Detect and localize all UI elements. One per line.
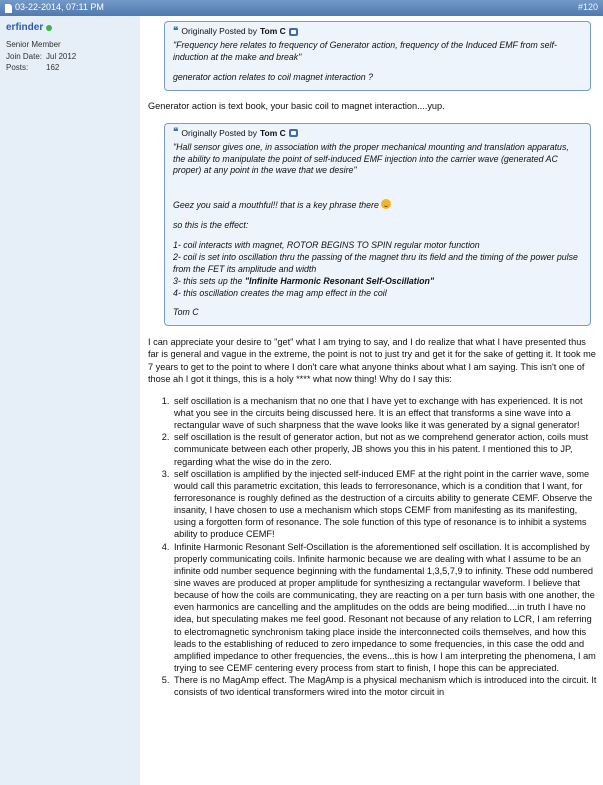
online-status-icon — [46, 25, 52, 31]
main-paragraph: I can appreciate your desire to "get" what I am trying to say, and I do realize that what I have presented thus far is general and vague in the extreme, the point is not to just try and get it for the sake of getting it. It took me 7 years to get to the point to where I don't care what anyone thinks about what I am saying. This isn't one of those ah I got it things, this is a holy **** what now thing! Why do I say this: — [148, 337, 596, 384]
quote-list-item: 2- coil is set into oscillation thru the passing of the magnet thru its field and the timing of the power pulse from the FET its amplitude and width — [173, 251, 578, 274]
username-link[interactable]: erfinder — [6, 22, 44, 33]
numbered-list — [172, 395, 597, 699]
quote-list-item: 1- coil interacts with magnet, ROTOR BEGINS TO SPIN regular motor function — [173, 240, 480, 251]
smiley-icon — [381, 199, 391, 209]
quote-list — [173, 240, 582, 299]
quote-icon: ❝ — [173, 127, 179, 139]
quote-list-item: 4- this oscillation creates the mag amp effect in the coil — [173, 287, 387, 298]
quote-block-1 — [164, 21, 591, 91]
post-header — [0, 0, 603, 16]
view-post-icon[interactable] — [289, 28, 298, 36]
list-item: 4. Infinite Harmonic Resonant Self-Oscillation is the aforementioned self oscillation. It is accomplished by properly communicating coils. Infinite harmonic because we are dealing with what I assume to be an infinite odd number sequence beginning with the fundamental 1,3,5,7,9 to infinity. These odd numbered sine waves are produced at proper amplitude for synthesizing a rectangular waveform. I believe that because of how the coils are communicating, they are reacting on a per turn basis with one another, the even harmonics are cancelling and the amplitudes on the odds are being modified....in truth I have no idea, but speculating makes me feel good. Resonant not because of any relation to LCR, I am referring to electromagnetic synchronism taking place inside the interconnected coils themselves, and how this leads to the establishing of reduced to zero impedance to some frequencies, in this case the odd and amplified impedance to other frequencies, the evens...this is how I am interpreting the phenomena, I am trying to see CEMF centering every process from start to finish, I hope this can be appreciated. — [172, 541, 597, 675]
quote-icon: ❝ — [173, 25, 179, 37]
quote-paragraph: generator action relates to coil magnet interaction ? — [173, 71, 374, 82]
list-item: 5. There is no MagAmp effect. The MagAmp is a physical mechanism which is introduced into the circuit. It consists of two identical transformers wired into the motor circuit in — [172, 674, 597, 698]
posts-label: Posts: — [6, 62, 29, 72]
post-body — [0, 16, 603, 785]
quote-paragraph: so this is the effect: — [173, 220, 249, 231]
post-date-group — [5, 2, 104, 14]
quote-list-item: 3- this sets up the "Infinite Harmonic Resonant Self-Oscillation" — [173, 275, 435, 286]
quote-signoff: Tom C — [173, 307, 199, 318]
list-item: 3. self oscillation is amplified by the injected self-induced EMF at the right point in the carrier wave, some would call this parametric excitation, this leads to ferroresonance, which is a condition that I want, for ferroresonance is roughly defined as the destruction of a circuits ability to generate CEMF. Observe the insanity, I have chosen to use a mechanism which stops CEMF from manifesting as its manifesting, using a forgotten form of resonance. The sole function of this type of resonance is to inhibit a systems ability to produce CEMF! — [172, 468, 597, 541]
posts-value: 162 — [46, 62, 60, 72]
user-info-panel — [0, 16, 140, 785]
quote-paragraph: "Hall sensor gives one, in association with the proper mechanical mounting and translation apparatus, the ability to manipulate the point of self-induced EMF injection into the carrier wave (generated AC proper) at any point in the wave that we desire" — [173, 141, 569, 176]
reply-text: Generator action is text book, your basic coil to magnet interaction....yup. — [148, 100, 445, 111]
bold-phrase: "Infinite Harmonic Resonant Self-Oscillation" — [244, 275, 435, 286]
view-post-icon[interactable] — [289, 129, 298, 137]
quote-paragraph: "Frequency here relates to frequency of Generator action, frequency of the Induced EMF from self-induction at the make and break" — [173, 40, 557, 62]
quote-header — [173, 128, 582, 139]
post-icon — [5, 4, 12, 13]
quote-author: Tom C — [259, 26, 286, 36]
list-item: 1. self oscillation is a mechanism that no one that I have yet to exchange with has experienced. It is not what you see in the circuits being discussed here. It is an effect that transforms a sine wave into a rectangular wave of such sharpness that the wave looks like it was generated by a signal generator! — [172, 395, 597, 431]
quote-header — [173, 26, 582, 37]
quote-text — [173, 40, 582, 84]
join-date-label: Join Date: — [6, 52, 43, 62]
join-date-row — [6, 52, 134, 62]
join-date-value: Jul 2012 — [46, 52, 77, 62]
post-content — [140, 16, 603, 785]
list-item: 2. self oscillation is the result of generator action, but not as we comprehend generator action, coils must communicate between each other properly, JB shows you this in his patent. I mentioned this to JP, regarding what the wise do in the zero. — [172, 431, 597, 467]
quote-prefix: Originally Posted by — [181, 127, 257, 138]
quote-block-2 — [164, 123, 591, 327]
quote-text — [173, 142, 582, 320]
quote-paragraph — [173, 199, 582, 212]
post-date: 03-22-2014, 07:11 PM — [15, 2, 104, 13]
username-row — [6, 21, 134, 34]
post-number-link[interactable]: #120 — [577, 2, 598, 13]
quote-author: Tom C — [259, 127, 286, 138]
quote-line: Geez you said a mouthful!! that is a key phrase there — [173, 200, 379, 211]
user-title: Senior Member — [6, 40, 61, 49]
posts-row — [6, 63, 134, 73]
quote-prefix: Originally Posted by — [181, 26, 257, 36]
